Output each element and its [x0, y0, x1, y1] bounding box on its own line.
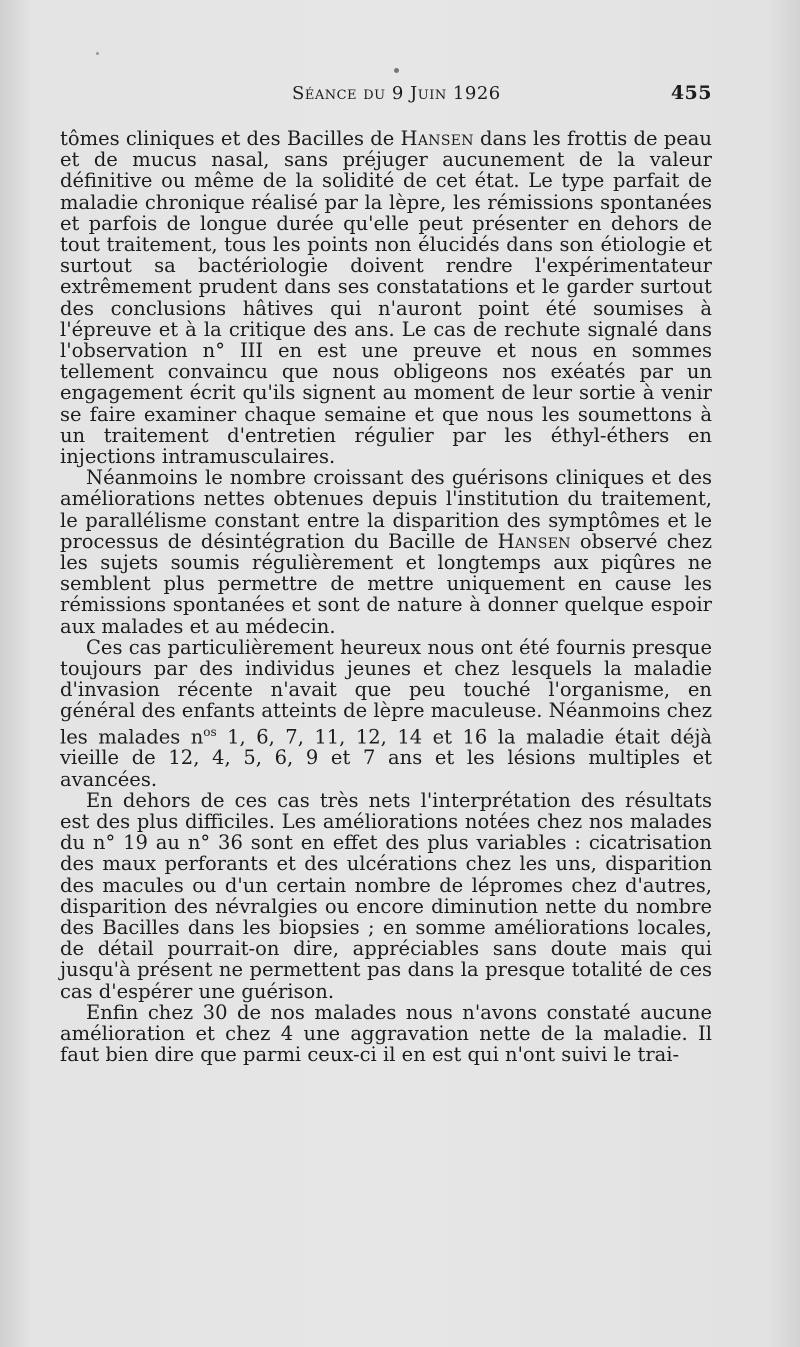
paragraph-5: Enfin chez 30 de nos malades nous n'avons constaté aucune amélioration et chez 4 une aggravation nette de la maladie. Il faut bien dire que parmi ceux-ci il en est qui n'ont suivi le trai- [60, 1000, 712, 1067]
superscript: os [203, 724, 217, 739]
running-header [60, 82, 712, 104]
paragraph-3: Ces cas particulièrement heureux nous ont été fournis presque toujours par des individus jeunes et chez lesquels la maladie d'invasion récente n'avait que peu touché l'organisme, en général des enfants atteints de lèpre maculeuse. Néanmoins chez les malades $n^{os}$ 1, 6, 7, 11, 12, 14 et 16 la maladie était déjà vieille de 12, 4, 5, 6, 9 et 7 ans et les lésions multiples et avancées. [60, 635, 713, 791]
author-name: Hansen [497, 529, 571, 553]
paragraph-4: En dehors de ces cas très nets l'interprétation des résultats est des plus difficiles. Les améliorations notées chez nos malades du n° 19 au n° 36 sont en effet des plus variables : cicatrisation des maux perforants et des ulcérations chez les uns, disparition des macules ou d'un certain nombre de lépromes chez d'autres, disparition des névralgies ou encore diminution nette du nombre des Bacilles dans les biopsies ; en somme améliorations locales, de détail pourrait-on dire, appréciables sans doute mais qui jusqu'à présent ne permettent pas dans la presque totalité de ces cas d'espérer une guérison. [60, 788, 712, 1003]
paragraph-1: tômes cliniques et des Bacilles de Hansen dans les frottis de peau et de mucus nasal, sans préjuger aucunement de la valeur définitive ou même de la solidité de cet état. Le type parfait de maladie chronique réalisé par la lèpre, les rémissions spontanées et parfois de longue durée qu'elle peut présenter en dehors de tout traitement, tous les points non élucidés dans son étiologie et surtout sa bactériologie doivent rendre l'expérimentateur extrêmement prudent dans ses constatations et le garder surtout des conclusions hâtives qui n'auront point été soumises à l'épreuve et à la critique des ans. Le cas de rechute signalé dans l'observation n° III en est une preuve et nous en sommes tellement convaincu que nous obligeons nos exéatés par un engagement écrit qu'ils signent au moment de leur sortie à venir se faire examiner chaque semaine et que nous les soumettons à un traitement d'entretien régulier par les éthyl-éthers en injections intramusculaires. [60, 127, 712, 469]
ink-speck [394, 68, 399, 73]
ink-speck [96, 52, 99, 55]
paragraph-2: Néanmoins le nombre croissant des guérisons cliniques et des améliorations nettes obtenues depuis l'institution du traitement, le parallélisme constant entre la disparition des symptômes et le processus de désintégration du Bacille de Hansen observé chez les sujets soumis régulièrement et longtemps aux piqûres ne semblent plus permettre de mettre uniquement en cause les rémissions spontanées et sont de nature à donner quelque espoir aux malades et au médecin. [60, 466, 712, 638]
running-title: Séance du 9 Juin 1926 [292, 83, 501, 104]
author-name: Hansen [400, 127, 474, 150]
page-number: 455 [670, 82, 712, 104]
body-text [60, 128, 712, 1065]
